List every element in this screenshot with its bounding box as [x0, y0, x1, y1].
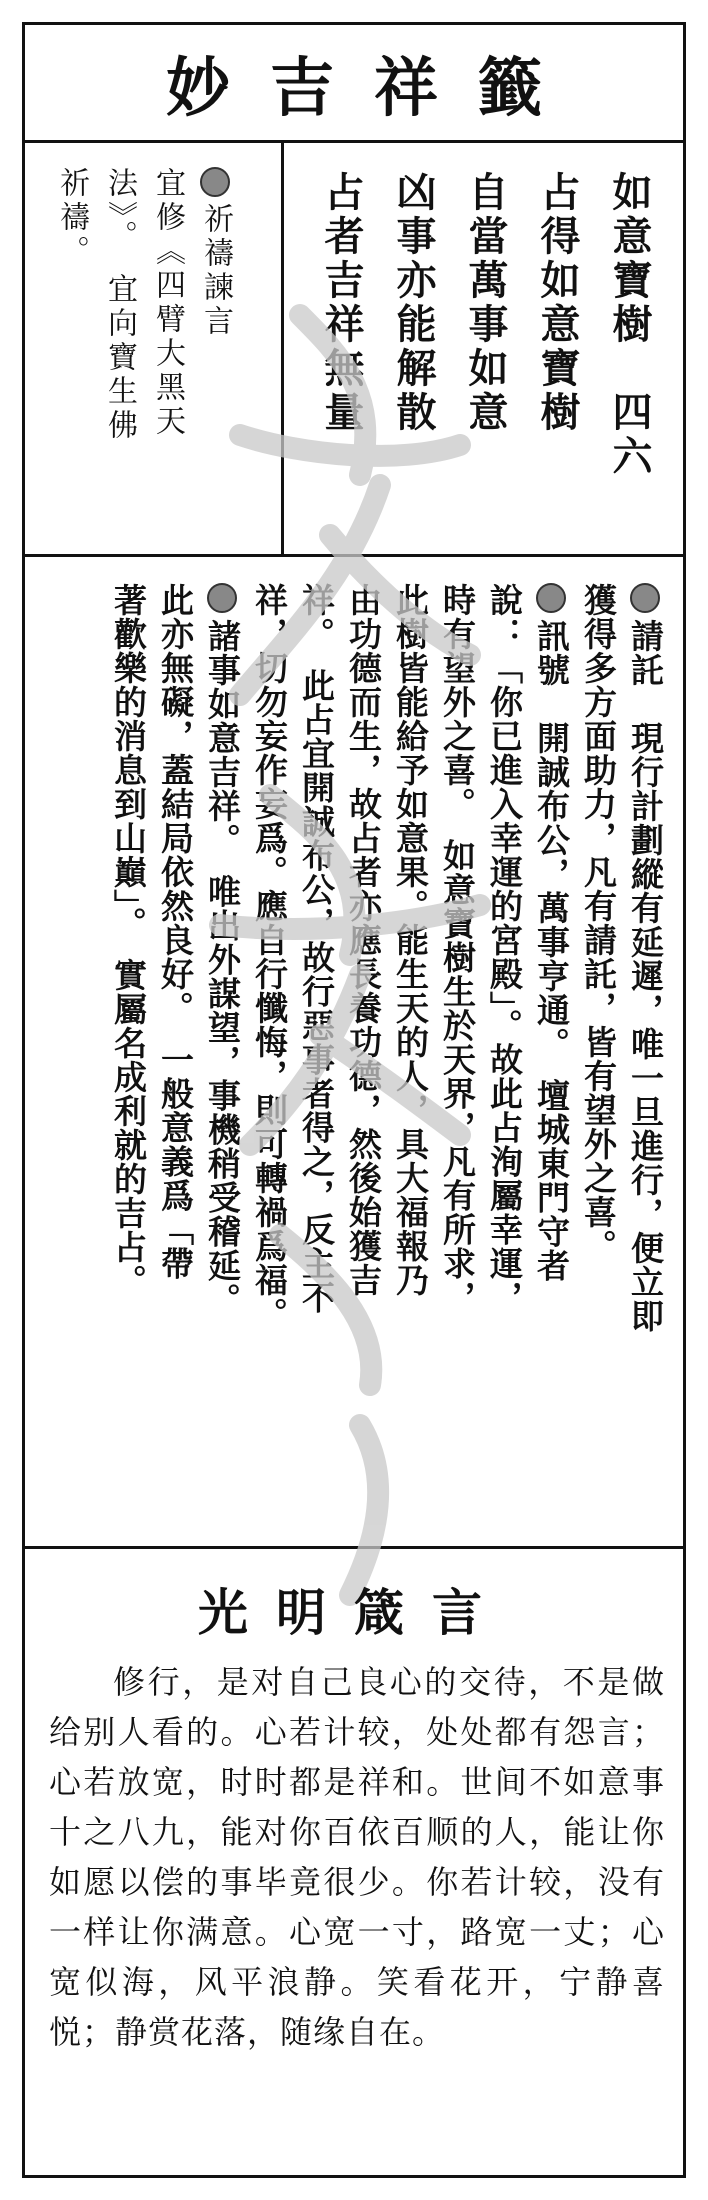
explanation-column: 訊號 開誠布公，萬事亨通。 壇城東門守者	[532, 619, 571, 1283]
lot-poem	[305, 171, 665, 541]
explanation-column: 說：「你已進入幸運的宮殿」。故此占洵屬幸運，	[485, 583, 524, 1315]
explanation-column: 祥。 此占宜開誠布公，故行惡事者得之，反主不	[297, 583, 336, 1315]
section-divider	[281, 143, 284, 554]
explanation-column: 獲得多方面助力，凡有請託，皆有望外之喜。	[579, 583, 618, 1263]
bullet-icon	[207, 583, 237, 613]
poem-section	[25, 143, 683, 557]
prayer-line: 祈禱。	[54, 167, 89, 269]
explanation-column: 此亦無礙，蓋結局依然良好。 一般意義爲「帶	[156, 583, 195, 1281]
footer-text: 修行，是对自己良心的交待，不是做给别人看的。心若计较，处处都有怨言；心若放宽，时时都是祥和。世间不如意事十之八九，能对你百依百顺的人，能让你如愿以偿的事毕竟很少。你若计较，没有一样让你满意。心宽一寸，路宽一丈；心宽似海，风平浪静。笑看花开，宁静喜悦；静赏花落，随缘自在。	[49, 1663, 665, 2051]
explanation-column: 由功德而生，故占者亦應長養功德，然後始獲吉	[344, 583, 383, 1297]
explanation-text	[105, 583, 669, 1533]
explanation-column: 時有望外之喜。 如意寶樹生於天界，凡有所求，	[438, 583, 477, 1315]
prayer-advice	[47, 167, 239, 527]
lot-name: 如意寶樹 四六	[606, 171, 652, 479]
bullet-icon	[536, 583, 566, 613]
lot-card	[22, 22, 686, 2178]
explanation-column: 此樹皆能給予如意果。能生天的人，具大福報乃	[391, 583, 430, 1297]
explanation-column: 祥，切勿妄作妄爲。應自行懺悔，則可轉禍爲福。	[250, 583, 289, 1331]
explanation-column: 請託 現行計劃縱有延遲，唯一旦進行，便立即	[626, 619, 665, 1333]
bullet-icon	[200, 167, 230, 197]
explanation-column: 諸事如意吉祥。 唯出外謀望，事機稍受稽延。	[203, 619, 242, 1317]
prayer-line: 宜修《四臂大黑天	[150, 167, 185, 439]
poem-line: 占得如意寶樹	[534, 171, 580, 435]
poem-line: 占者吉祥無量	[318, 171, 364, 435]
bullet-icon	[630, 583, 660, 613]
page-title: 妙吉祥籤	[25, 25, 683, 143]
explanation-column: 著歡樂的消息到山巔」。 實屬名成利就的吉占。	[109, 583, 148, 1298]
footer-title: 光明箴言	[198, 1584, 510, 1642]
prayer-line: 法》。 宜向寶生佛	[102, 167, 137, 443]
explanation-section	[25, 557, 683, 1549]
poem-line: 凶事亦能解散	[390, 171, 436, 435]
prayer-heading: 祈禱諫言	[198, 203, 233, 339]
poem-line: 自當萬事如意	[462, 171, 508, 435]
